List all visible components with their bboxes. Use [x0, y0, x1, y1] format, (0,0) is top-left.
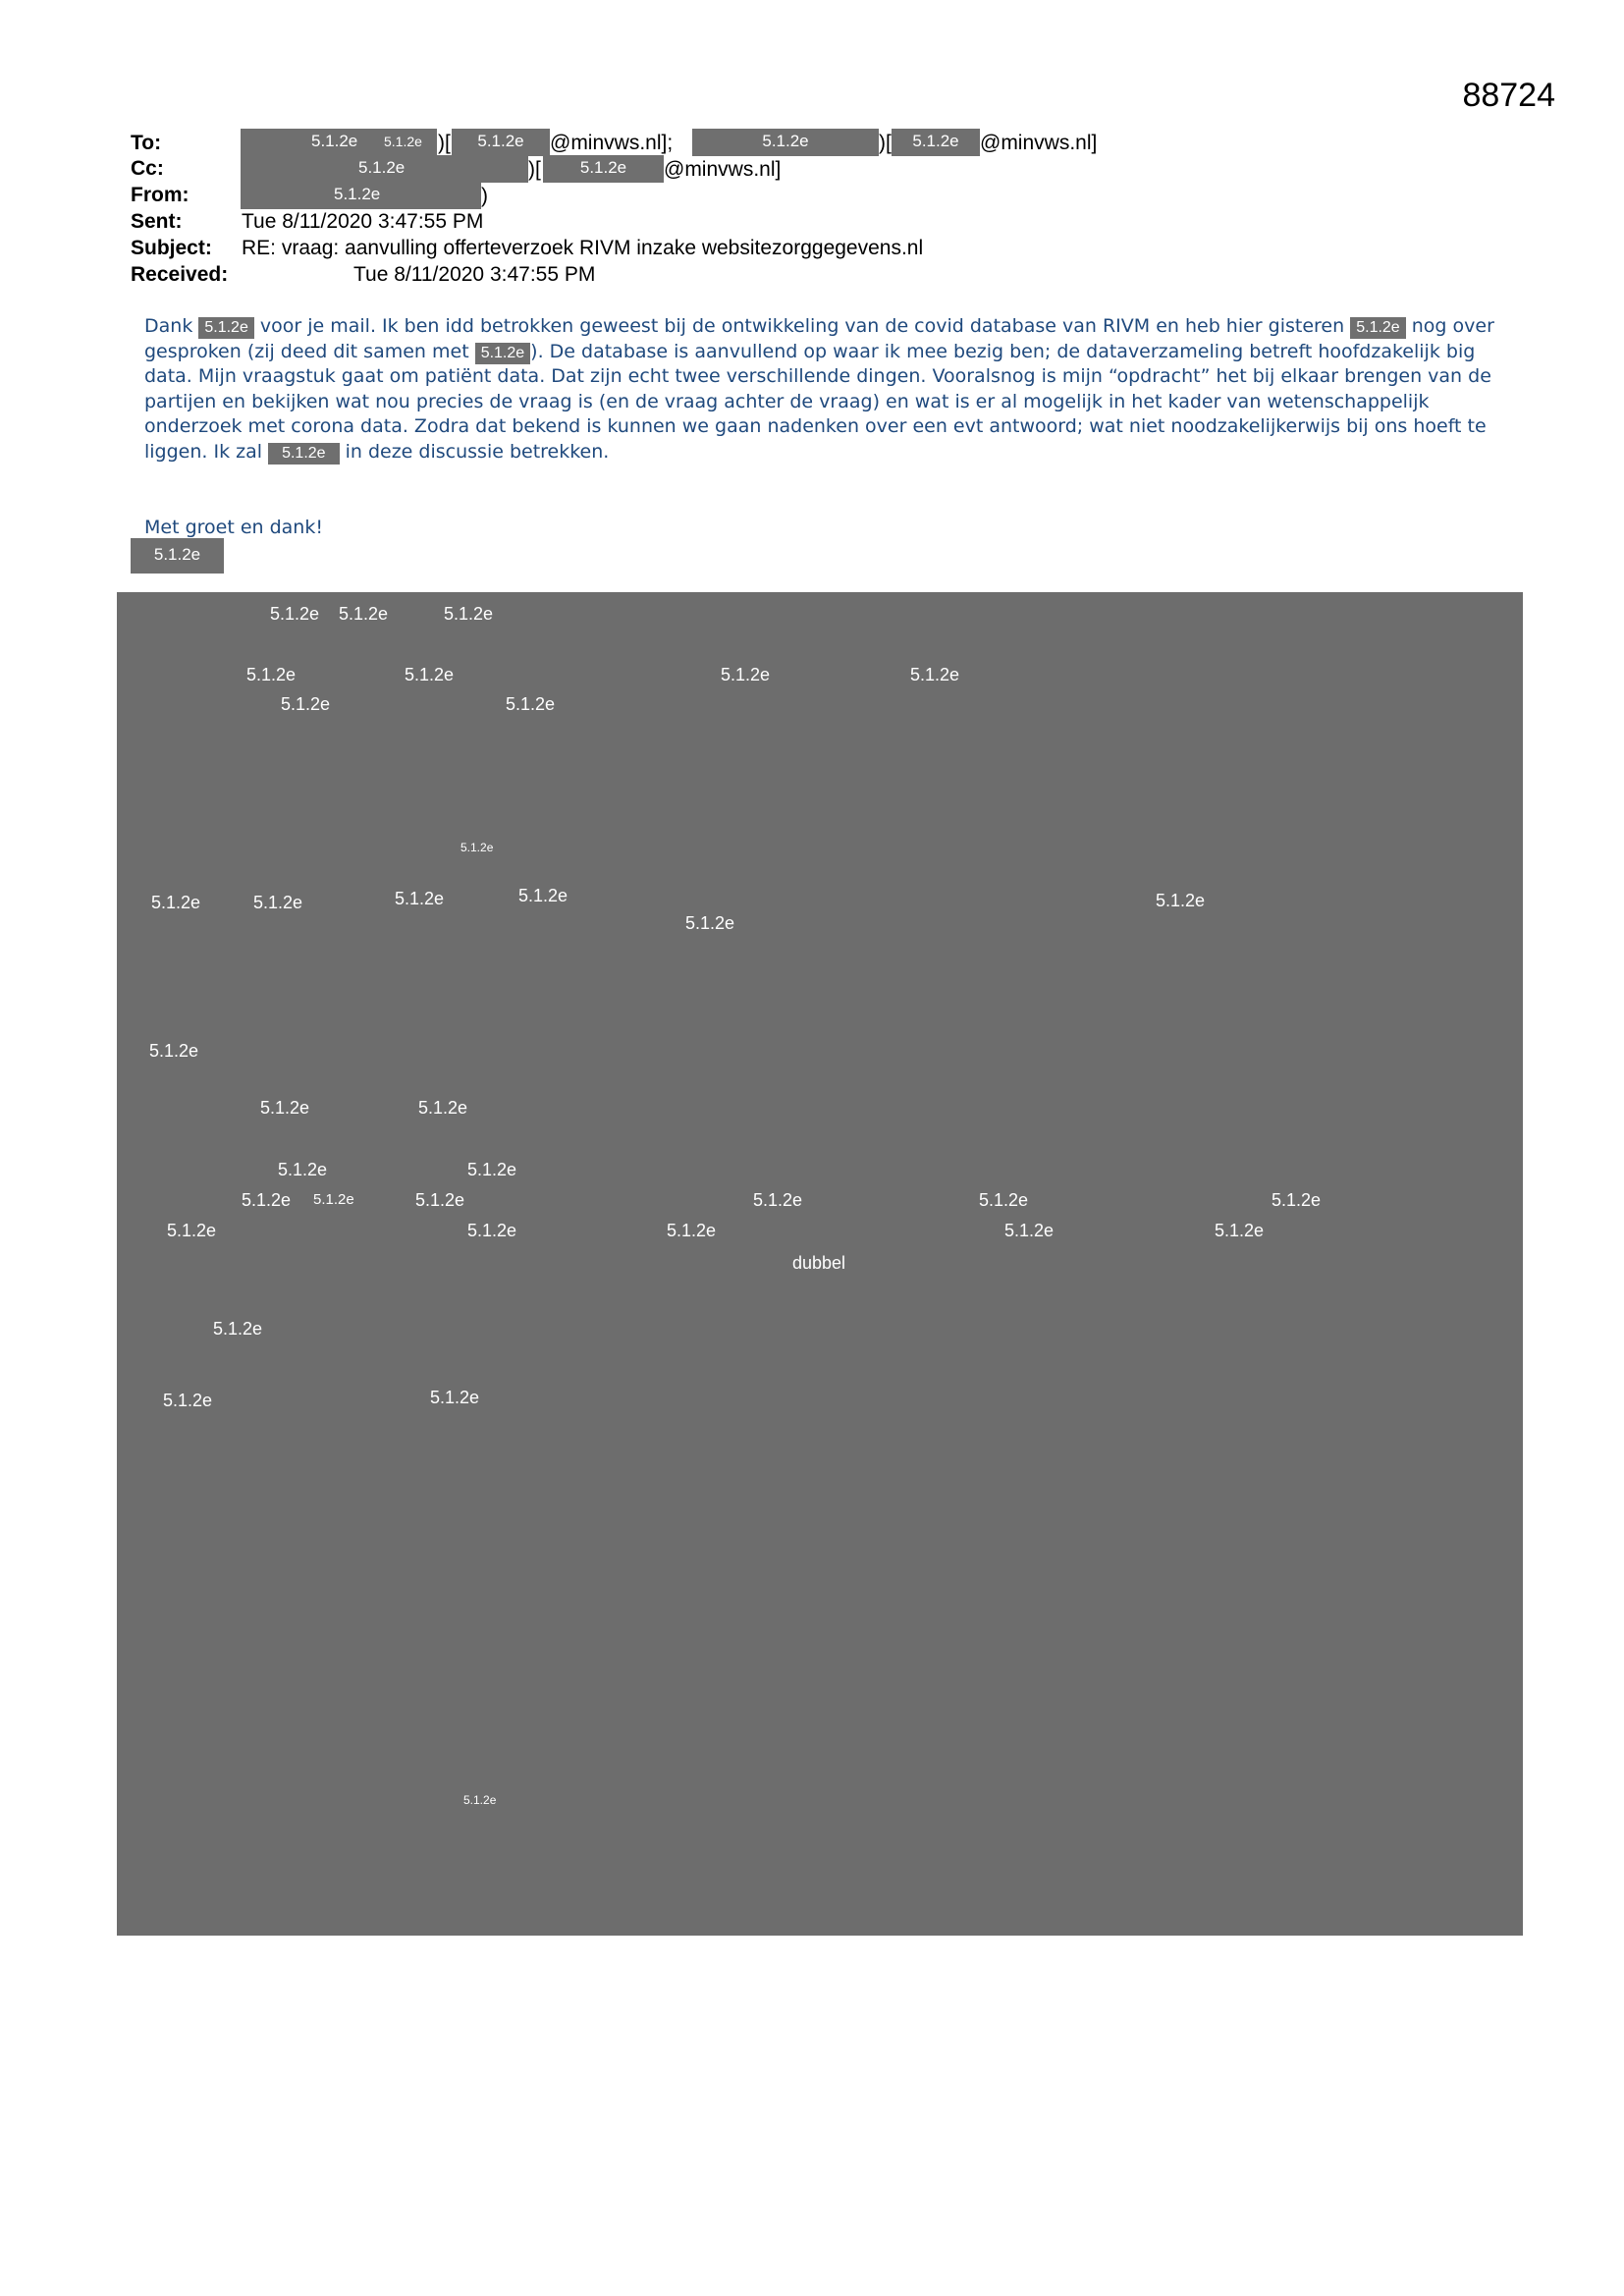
redaction-label: 5.1.2e: [460, 841, 494, 854]
redaction-label: 5.1.2e: [910, 665, 960, 684]
redaction-label: 5.1.2e: [685, 913, 735, 933]
document-number: 88724: [1462, 77, 1555, 114]
redaction-to-email: 5.1.2e: [452, 129, 550, 156]
redaction-label: 5.1.2e: [518, 886, 568, 905]
redaction-label: 5.1.2e: [418, 1098, 468, 1118]
redaction-label: 5.1.2e: [1272, 1190, 1322, 1210]
redaction-label: 5.1.2e: [979, 1190, 1029, 1210]
received-value: Tue 8/11/2020 3:47:55 PM: [353, 263, 596, 286]
from-label: From:: [131, 184, 189, 206]
redaction-label: 5.1.2e: [278, 1160, 328, 1179]
to-domain-2: @minvws.nl]: [980, 132, 1098, 154]
redaction-label: 5.1.2e: [149, 1041, 199, 1061]
to-label: To:: [131, 132, 162, 154]
redaction-label: 5.1.2e: [667, 1221, 717, 1240]
message-body: Dank 5.1.2e voor je mail. Ik ben idd betrokken geweest bij de ontwikkeling van de covid database van RIVM en heb hier gisteren 5.1.2e nog over gesproken (zij deed dit samen met 5.1.2e ). De database is aanvullend op waar ik mee bezig ben; de dataverzameling betreft hoofdzakelijk big data. Mijn vraagstuk gaat om patiënt data. Dat zijn echt twee verschillende dingen. Vooralsnog is mijn “opdracht” het bij elkaar brengen van de partijen en bekijken wat nou precies de vraag is (en de vraag achter de vraag) en wat is er al mogelijk in het kader van wetenschappelijk onderzoek met corona data. Zodra dat bekend is kunnen we gaan nadenken over een evt antwoord; wat niet noodzakelijkerwijs bij ons hoeft te liggen. Ik zal 5.1.2e in deze discussie betrekken.: [144, 315, 1494, 463]
redaction-signature: 5.1.2e: [131, 538, 224, 574]
redaction-label: 5.1.2e: [463, 1793, 497, 1807]
redaction-label: 5.1.2e: [1215, 1221, 1265, 1240]
redaction-label: 5.1.2e: [1004, 1221, 1055, 1240]
redaction-label: 5.1.2e: [405, 665, 455, 684]
redaction-label: 5.1.2e: [506, 694, 556, 714]
redaction-from: 5.1.2e: [241, 182, 481, 209]
redacted-block: [117, 592, 1523, 1936]
redaction-label: 5.1.2e: [430, 1388, 480, 1407]
redaction-label: 5.1.2e: [415, 1190, 465, 1210]
redaction-label: 5.1.2e: [246, 665, 297, 684]
redaction-cc-email: 5.1.2e: [543, 155, 664, 183]
from-close: ): [481, 185, 488, 207]
cc-domain: @minvws.nl]: [664, 158, 782, 181]
redaction-inline: 5.1.2e: [1350, 317, 1405, 339]
redaction-inline: 5.1.2e: [198, 317, 253, 339]
block-word: dubbel: [792, 1253, 846, 1273]
subject-value: RE: vraag: aanvulling offerteverzoek RIVM inzake websitezorggegevens.nl: [242, 237, 924, 259]
redaction-inline: 5.1.2e: [475, 343, 530, 364]
message-closing: Met groet en dank!: [144, 517, 323, 538]
received-label: Received:: [131, 263, 229, 286]
redaction-label: 5.1.2e: [253, 893, 303, 912]
redaction-label: 5.1.2e: [151, 893, 201, 912]
redaction-label: 5.1.2e: [260, 1098, 310, 1118]
redaction-label: 5.1.2e: [1156, 891, 1206, 910]
redaction-inline: 5.1.2e: [268, 443, 339, 465]
redaction-label: 5.1.2e: [444, 604, 494, 624]
redaction-label: 5.1.2e: [721, 665, 771, 684]
redaction-label: 5.1.2e: [167, 1221, 217, 1240]
sent-value: Tue 8/11/2020 3:47:55 PM: [242, 210, 484, 233]
redaction-label: 5.1.2e: [313, 1191, 354, 1208]
redaction-label: 5.1.2e: [395, 889, 445, 908]
subject-label: Subject:: [131, 237, 212, 259]
redaction-label: 5.1.2e: [242, 1190, 292, 1210]
redaction-cc-name: 5.1.2e: [241, 155, 528, 183]
redaction-label: 5.1.2e: [753, 1190, 803, 1210]
cc-label: Cc:: [131, 157, 164, 180]
redaction-label: 5.1.2e: [467, 1221, 517, 1240]
redaction-label: 5.1.2e: [270, 604, 320, 624]
redaction-to-name-2: 5.1.2e: [692, 129, 879, 156]
redaction-label: 5.1.2e: [467, 1160, 517, 1179]
to-separator-2: )[: [879, 132, 892, 154]
redaction-to-email-2: 5.1.2e: [892, 129, 980, 156]
to-domain: @minvws.nl];: [550, 132, 674, 154]
to-separator: )[: [438, 132, 451, 154]
redaction-label: 5.1.2e: [281, 694, 331, 714]
cc-separator: )[: [528, 158, 541, 181]
redaction-label: 5.1.2e: [163, 1391, 213, 1410]
redaction-to-name: 5.1.2e 5.1.2e: [241, 129, 437, 156]
sent-label: Sent:: [131, 210, 183, 233]
redaction-label: 5.1.2e: [339, 604, 389, 624]
redaction-label: 5.1.2e: [213, 1319, 263, 1339]
